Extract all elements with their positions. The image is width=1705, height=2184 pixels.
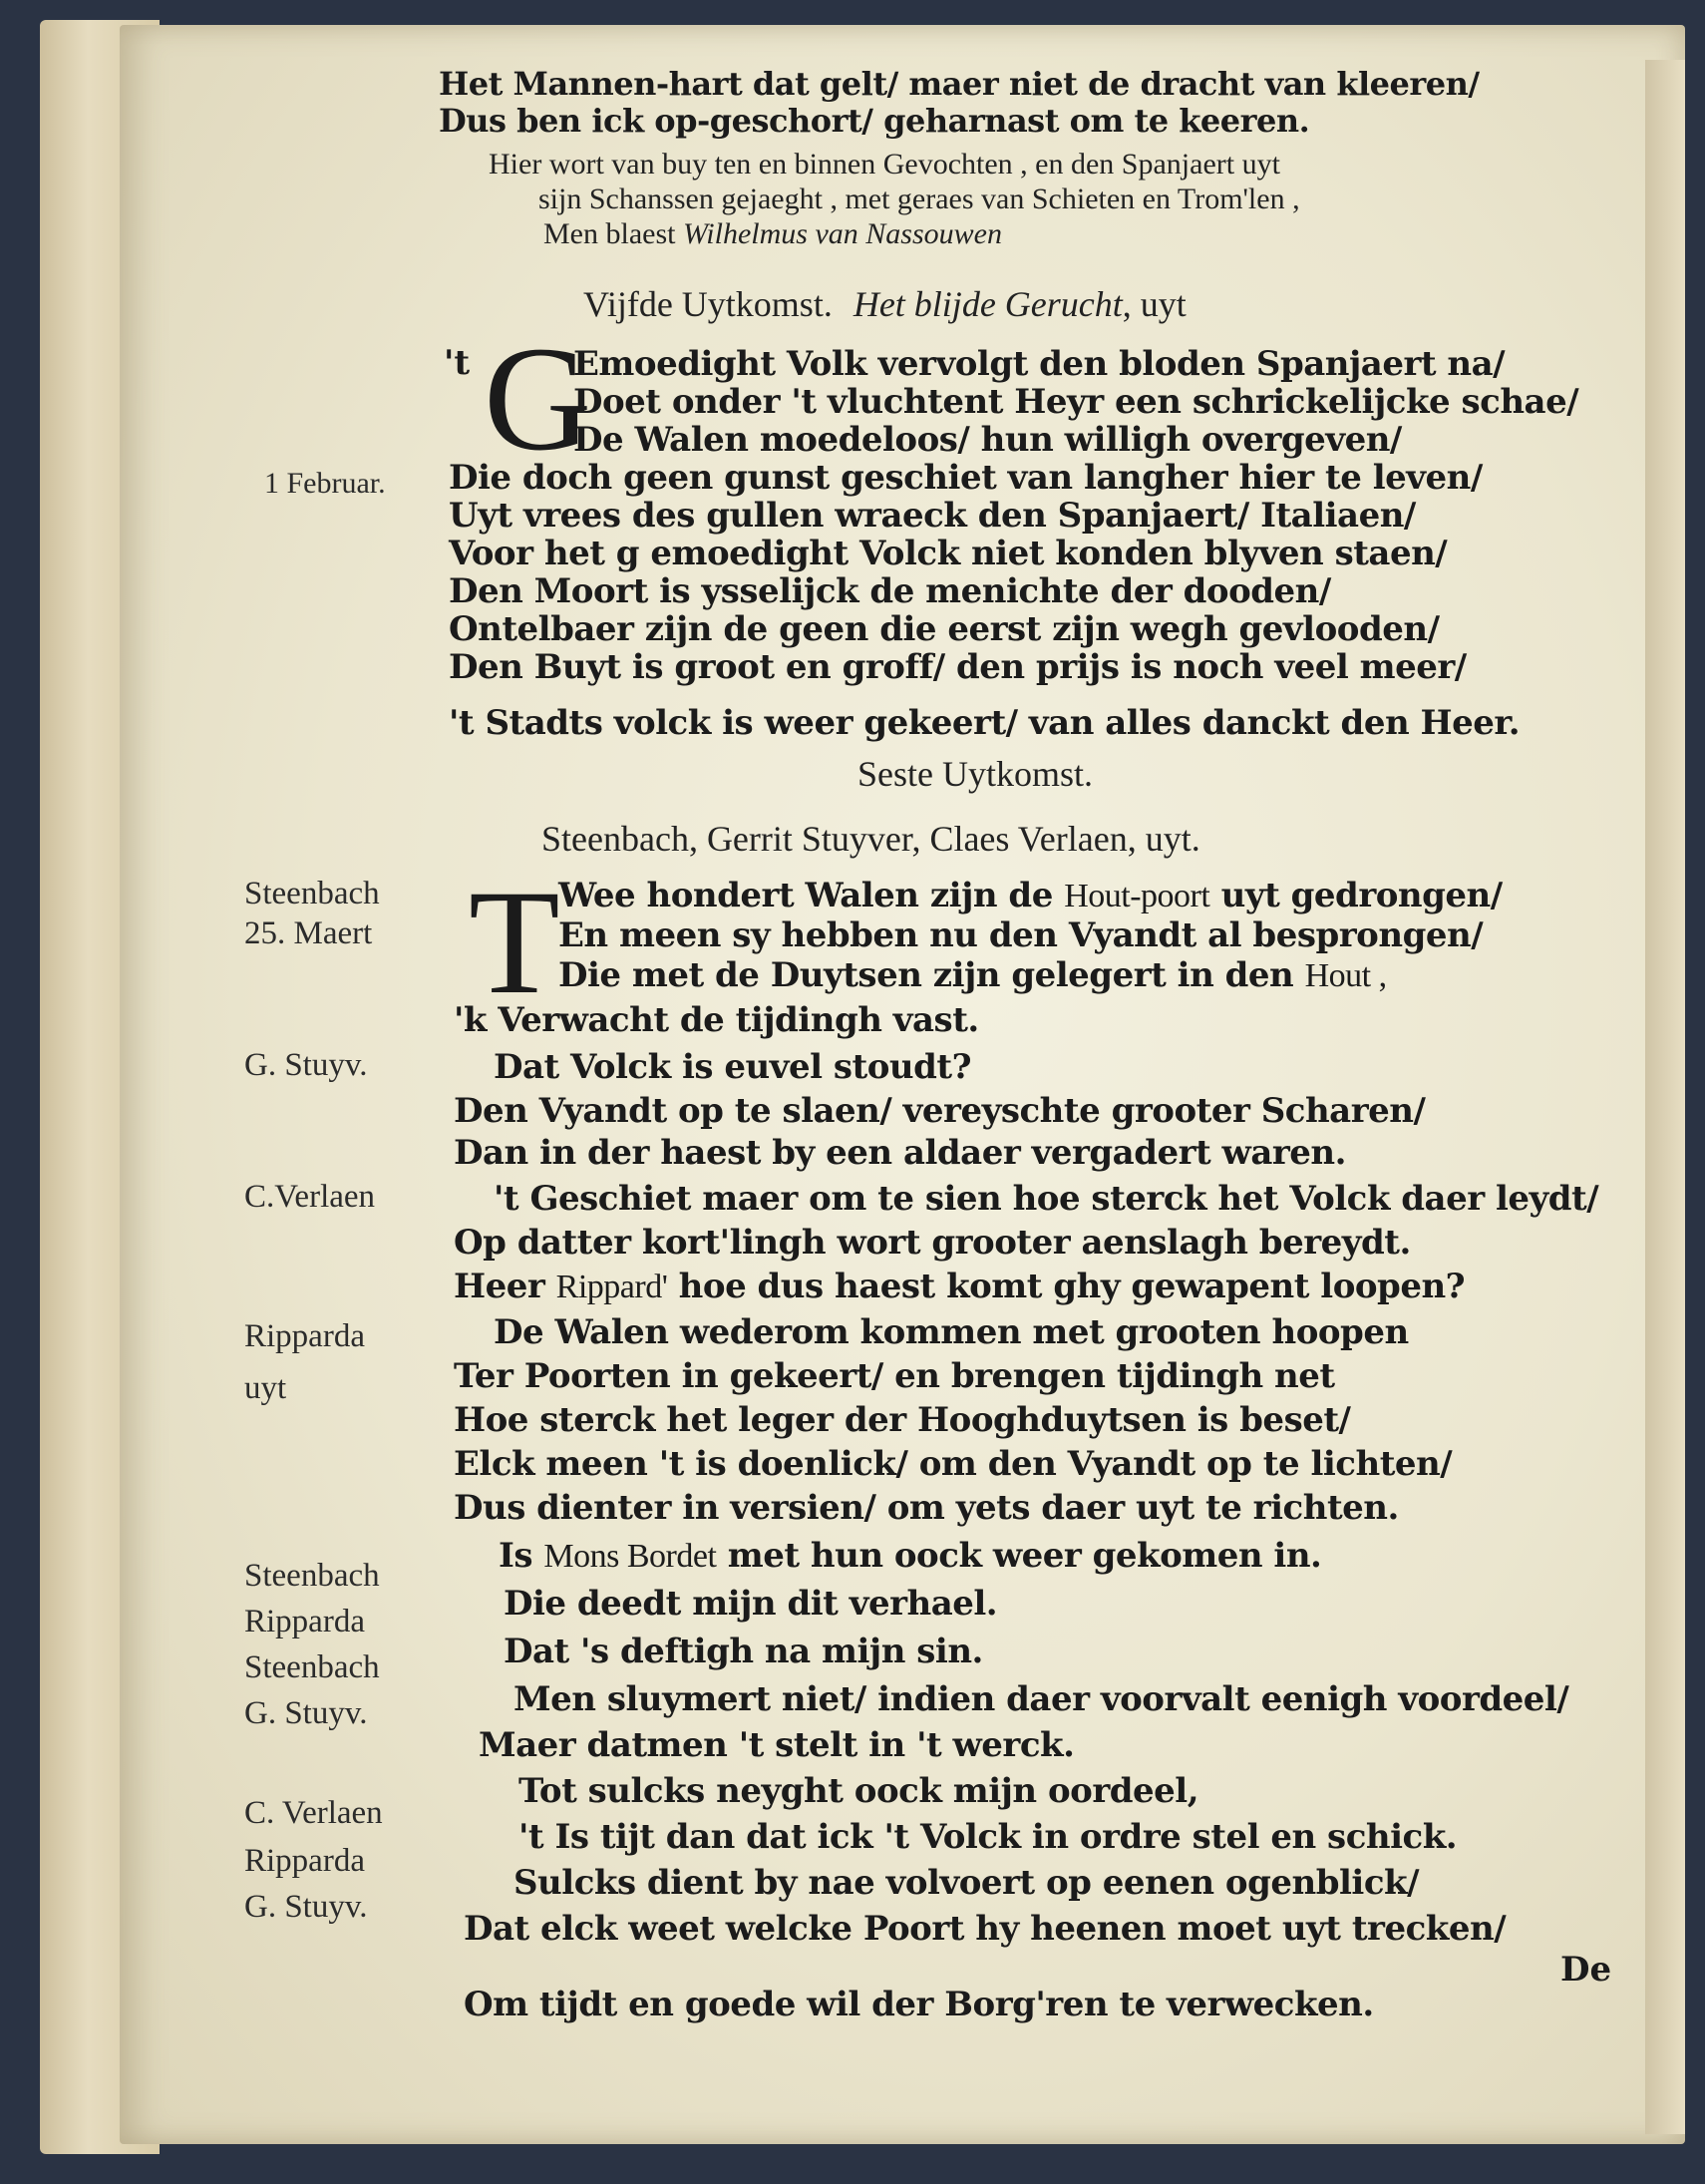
- heading-text: Vijfde Uytkomst.: [583, 284, 833, 324]
- margin-date-maert: 25. Maert: [244, 915, 373, 951]
- verse-line: Voor het g emoedight Volck niet konden blyven staen/: [449, 534, 1448, 573]
- heading-tail: , uyt: [1122, 284, 1187, 324]
- speaker-stuyver: G. Stuyv.: [244, 1047, 368, 1083]
- stage-direction: [543, 217, 1002, 251]
- stage-direction: sijn Schanssen gejaeght , met geraes van Schieten en Trom'len ,: [538, 182, 1300, 215]
- verse-line: Om tijdt en goede wil der Borg'ren te verwecken.: [464, 1985, 1374, 2024]
- verse-line: Sulcks dient by nae volvoert op eenen ogenblick/: [513, 1863, 1420, 1903]
- verse-text: Is: [499, 1536, 533, 1576]
- verse-line: De Walen moedeloos/ hun willigh overgeven/: [573, 420, 1402, 460]
- section-heading-6-sub: Steenbach, Gerrit Stuyver, Claes Verlaen, uyt.: [541, 819, 1200, 859]
- name-rippard: Rippard': [555, 1269, 668, 1305]
- margin-date-febr: 1 Februar.: [264, 467, 386, 500]
- verse-line: Die deedt mijn dit verhael.: [504, 1584, 998, 1624]
- verse-line: Den Vyandt op te slaen/ vereyschte grooter Scharen/: [454, 1091, 1426, 1131]
- verse-line: Dat Volck is euvel stoudt?: [494, 1047, 972, 1087]
- verse-line: Het Mannen-hart dat gelt/ maer niet de dracht van kleeren/: [439, 65, 1480, 103]
- verse-line: Die doch geen gunst geschiet van langher hier te leven/: [449, 458, 1483, 498]
- verse-line: Op datter kort'lingh wort grooter aenslagh bereydt.: [454, 1223, 1411, 1263]
- verse-line: Dat elck weet welcke Poort hy heenen moet uyt trecken/: [464, 1909, 1507, 1949]
- name-mons-bordet: Mons Bordet: [543, 1538, 717, 1575]
- verse-line: 't Stadts volck is weer gekeert/ van alles danckt den Heer.: [449, 703, 1521, 743]
- verse-line: Dan in der haest by een aldaer vergadert waren.: [454, 1133, 1346, 1173]
- verse-prefix: 't: [444, 343, 471, 383]
- verse-line: Ter Poorten in gekeert/ en brengen tijdingh net: [454, 1356, 1335, 1396]
- verse-line: [558, 876, 1503, 915]
- drop-cap-g: G: [484, 316, 592, 482]
- verse-line: Emoedight Volk vervolgt den bloden Spanjaert na/: [573, 344, 1506, 384]
- verse-line: Dat 's deftigh na mijn sin.: [504, 1632, 983, 1671]
- speaker-steenbach: Steenbach: [244, 1649, 380, 1685]
- speaker-stuyver: G. Stuyv.: [244, 1889, 368, 1925]
- verse-line: Elck meen 't is doenlick/ om den Vyandt op te lichten/: [454, 1444, 1453, 1484]
- stage-direction-italic: Wilhelmus van Nassouwen: [682, 217, 1002, 250]
- stage-direction: Hier wort van buy ten en binnen Gevochten , en den Spanjaert uyt: [489, 148, 1280, 181]
- verse-line: Den Moort is ysselijck de menichte der dooden/: [449, 571, 1331, 611]
- verse-line: En meen sy hebben nu den Vyandt al besprongen/: [558, 915, 1484, 955]
- speaker-ripparda: Ripparda: [244, 1604, 365, 1639]
- verse-line: Dus ben ick op-geschort/ geharnast om te keeren.: [439, 102, 1310, 140]
- verse-text: Die met de Duytsen zijn gelegert in den: [558, 955, 1294, 995]
- verse-line: Ontelbaer zijn de geen die eerst zijn wegh gevlooden/: [449, 609, 1440, 649]
- verse-line: Doet onder 't vluchtent Heyr een schrickelijcke schae/: [573, 382, 1579, 422]
- verse-text: hoe dus haest komt ghy gewapent loopen?: [678, 1267, 1466, 1306]
- stage-direction-text: Men blaest: [543, 217, 676, 250]
- verse-line: [558, 955, 1387, 995]
- verse-line: 't Geschiet maer om te sien hoe sterck het Volck daer leydt/: [494, 1179, 1599, 1219]
- verse-text: Wee hondert Walen zijn de: [558, 876, 1053, 915]
- verse-line: [499, 1536, 1321, 1576]
- drop-cap-t: T: [469, 860, 560, 1025]
- verse-text: met hun oock weer gekomen in.: [727, 1536, 1322, 1576]
- verse-line: [454, 1267, 1465, 1306]
- heading-italic: Het blijde Gerucht: [852, 284, 1123, 324]
- verse-text: uyt gedrongen/: [1220, 876, 1503, 915]
- place-hout: Hout ,: [1304, 957, 1387, 994]
- verse-line: Men sluymert niet/ indien daer voorvalt eenigh voordeel/: [513, 1679, 1569, 1719]
- verse-text: Heer: [454, 1267, 545, 1306]
- speaker-ripparda: Ripparda: [244, 1318, 365, 1354]
- speaker-ripparda: Ripparda: [244, 1843, 365, 1879]
- verse-line: Hoe sterck het leger der Hooghduytsen is beset/: [454, 1400, 1351, 1440]
- speaker-steenbach: Steenbach: [244, 876, 380, 911]
- speaker-verlaen: C. Verlaen: [244, 1795, 383, 1831]
- verse-line: Uyt vrees des gullen wraeck den Spanjaert/ Italiaen/: [449, 496, 1416, 536]
- verse-line: 't Is tijt dan dat ick 't Volck in ordre stel en schick.: [518, 1817, 1458, 1857]
- speaker-steenbach: Steenbach: [244, 1558, 380, 1594]
- verse-line: De Walen wederom kommen met grooten hoopen: [494, 1312, 1409, 1352]
- section-heading-6: Seste Uytkomst.: [857, 754, 1094, 794]
- speaker-verlaen: C.Verlaen: [244, 1179, 376, 1215]
- speaker-stuyver: G. Stuyv.: [244, 1695, 368, 1731]
- speaker-note-uyt: uyt: [244, 1370, 287, 1406]
- verse-line: Maer datmen 't stelt in 't werck.: [479, 1725, 1075, 1765]
- section-heading-5: [583, 283, 1187, 325]
- verse-line: Den Buyt is groot en groff/ den prijs is noch veel meer/: [449, 647, 1467, 687]
- catchword: De: [1560, 1950, 1612, 1990]
- verse-line: Dus dienter in versien/ om yets daer uyt te richten.: [454, 1488, 1399, 1528]
- verse-line: Tot sulcks neyght oock mijn oordeel,: [518, 1771, 1199, 1811]
- place-hout-poort: Hout-poort: [1064, 878, 1210, 914]
- verse-line: 'k Verwacht de tijdingh vast.: [454, 1000, 979, 1040]
